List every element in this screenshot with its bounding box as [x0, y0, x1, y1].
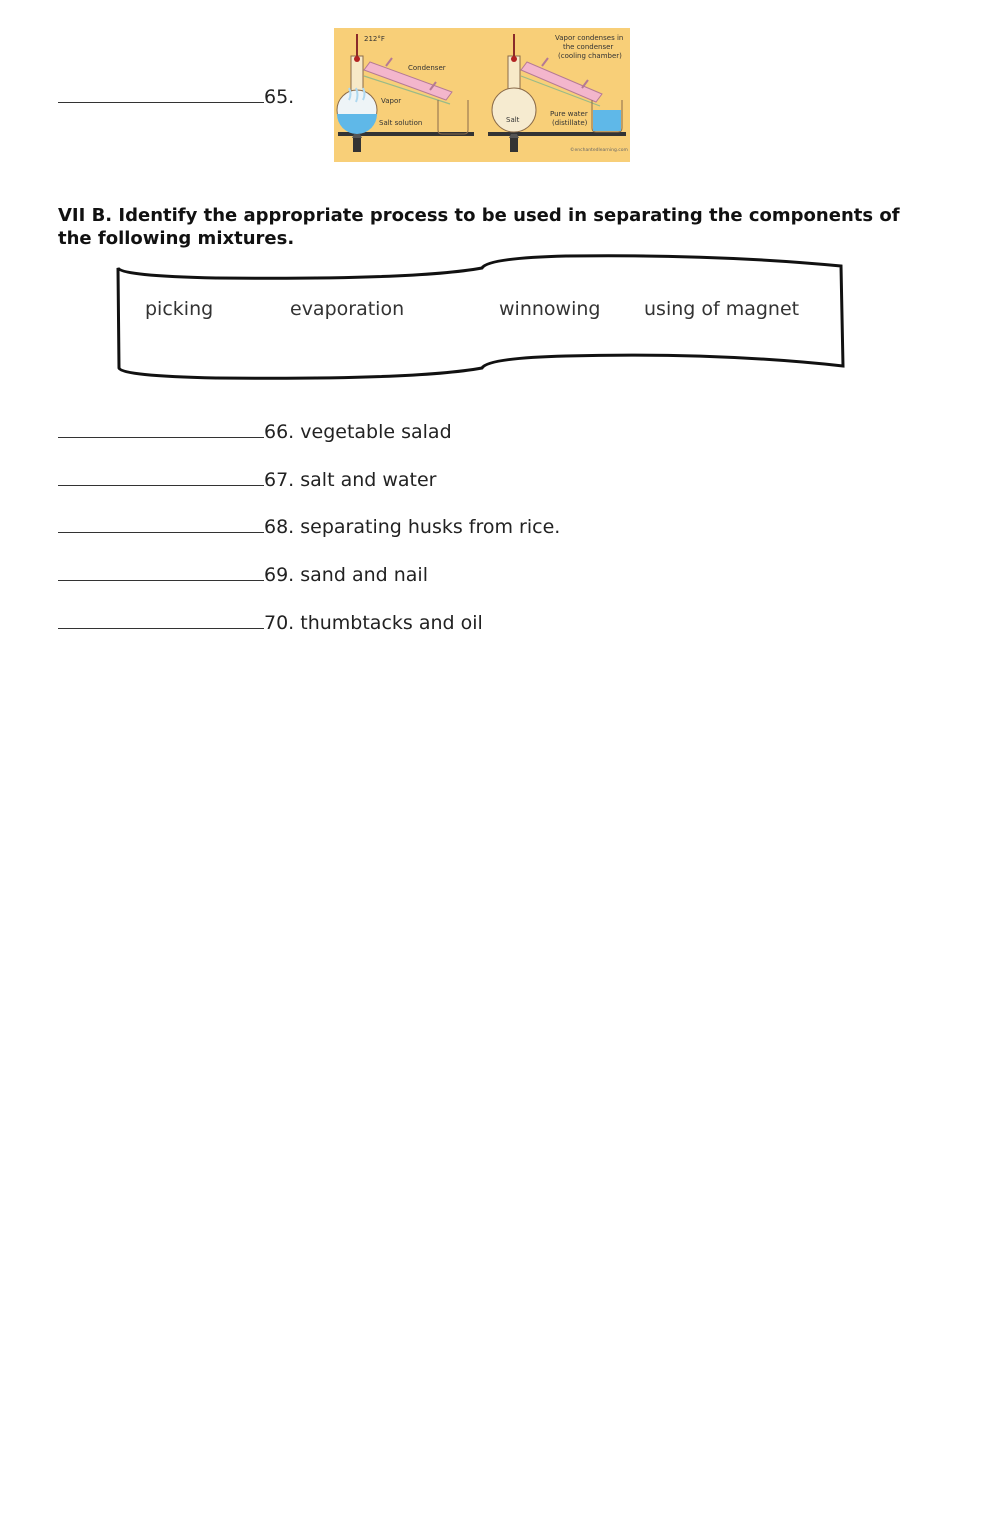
- question-68-text: 68. separating husks from rice.: [264, 516, 561, 538]
- question-67-text: 67. salt and water: [264, 469, 437, 491]
- salt-solution-label: Salt solution: [379, 119, 423, 127]
- word-bank-item-picking: picking: [145, 298, 214, 320]
- pure-water-label-2: (distillate): [552, 119, 588, 127]
- question-66-row: [58, 419, 452, 444]
- condenser-label: Condenser: [408, 64, 446, 72]
- question-65-row: [58, 84, 294, 109]
- vapor-label: Vapor: [381, 97, 402, 105]
- question-67-row: [58, 467, 436, 492]
- word-bank-item-winnowing: winnowing: [499, 298, 601, 320]
- question-69-row: [58, 562, 428, 587]
- word-bank-item-evaporation: evaporation: [290, 298, 405, 320]
- question-68-row: [58, 514, 560, 539]
- vapor-condenses-label-2: the condenser: [563, 43, 614, 51]
- salt-label: Salt: [506, 116, 520, 124]
- question-70-text: 70. thumbtacks and oil: [264, 612, 483, 634]
- vapor-condenses-label-1: Vapor condenses in: [555, 34, 624, 42]
- question-70-row: [58, 610, 483, 635]
- answer-blank-69[interactable]: [58, 562, 264, 581]
- figure-credit: ©enchantedlearning.com: [570, 148, 628, 153]
- pure-water-label-1: Pure water: [550, 110, 588, 118]
- question-66-text: 66. vegetable salad: [264, 421, 452, 443]
- word-bank-item-magnet: using of magnet: [644, 298, 800, 320]
- answer-blank-70[interactable]: [58, 610, 264, 629]
- question-65-number: 65.: [264, 86, 295, 108]
- answer-blank-67[interactable]: [58, 467, 264, 486]
- distillation-diagram: [334, 28, 630, 162]
- question-69-text: 69. sand and nail: [264, 564, 428, 586]
- answer-blank-65[interactable]: [58, 84, 264, 103]
- temp-label: 212°F: [364, 35, 385, 43]
- vapor-condenses-label-3: (cooling chamber): [558, 52, 622, 60]
- section-heading: VII B. Identify the appropriate process to be used in separating the components of the following mixtures.: [58, 205, 900, 249]
- answer-blank-68[interactable]: [58, 514, 264, 533]
- answer-blank-66[interactable]: [58, 419, 264, 438]
